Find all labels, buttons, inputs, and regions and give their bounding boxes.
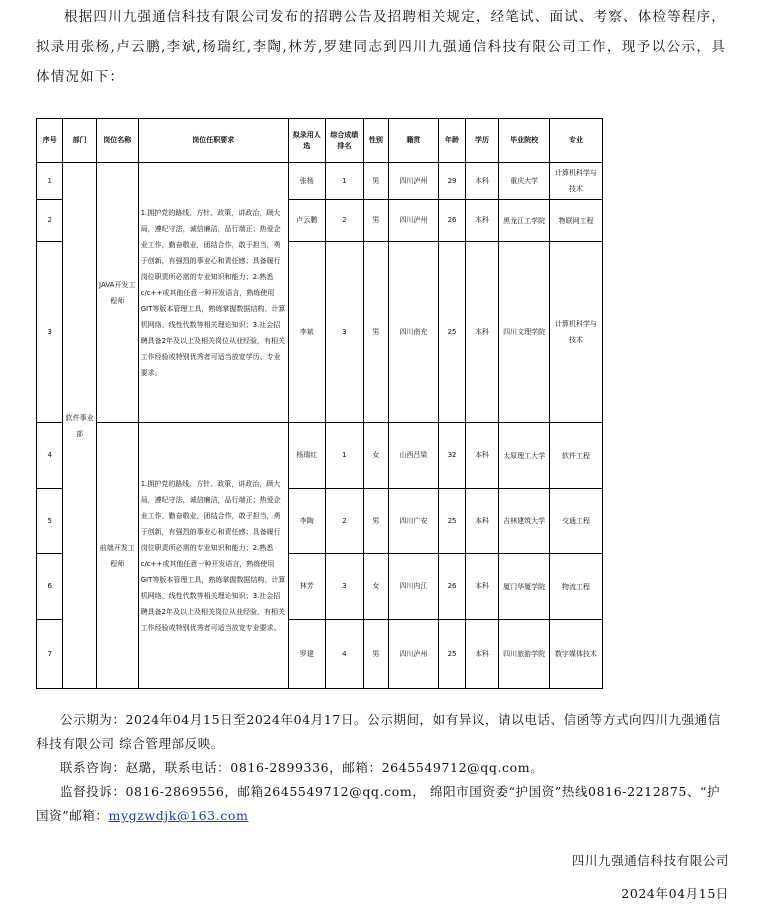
cell-education: 本科 (465, 423, 499, 489)
cell-origin: 四川泸州 (388, 200, 439, 242)
cell-age: 32 (439, 423, 465, 489)
cell-gender: 男 (364, 620, 388, 689)
cell-duties-frontend: 1.拥护党的路线、方针、政策，讲政治，顾大局，遵纪守法，诚信廉洁，品行端正；热爱企业工作，勤奋敬业，团结合作，敢于担当，勇于创新，有强烈的事业心和责任感；具备履行岗位职责所必需的专业知识和能力；2.熟悉c/c++或其他任意一种开发语言，熟练使用GIT等版本管理工具，熟练掌握数据结构、计算机网络、线性代数等相关理论知识；3.社会招聘具备2年及以上及相关岗位从业经验，有相关工作经验或特别优秀者可适当放宽专业要求。 (138, 423, 288, 689)
cell-education: 本科 (465, 554, 499, 620)
cell-rank: 2 (325, 489, 364, 554)
header-dept: 部门 (63, 119, 97, 163)
cell-school: 吉林建筑大学 (499, 489, 550, 554)
cell-position-frontend: 前端开发工程师 (96, 423, 138, 689)
header-duties: 岗位任职要求 (138, 119, 288, 163)
complaint-email-link[interactable]: mygzwdjk@163.com (108, 808, 249, 823)
cell-seq: 7 (37, 620, 63, 689)
cell-school: 太原理工大学 (499, 423, 550, 489)
cell-duties-java: 1.拥护党的路线、方针、政策，讲政治，顾大局，遵纪守法，诚信廉洁，品行端正；热爱企业工作，勤奋敬业，团结合作，敢于担当，勇于创新，有强烈的事业心和责任感；具备履行岗位职责所必需的专业知识和能力；2.熟悉c/c++或其他任意一种开发语言，熟练使用GIT等版本管理工具，熟练掌握数据结构、计算机网络、线性代数等相关理论知识；3.社会招聘具备2年及以上及相关岗位从业经验，有相关工作经验或特别优秀者可适当放宽学历、专业要求。 (138, 163, 288, 423)
hiring-table (36, 118, 603, 689)
cell-name: 林芳 (288, 554, 325, 620)
cell-age: 26 (439, 554, 465, 620)
cell-position-java: JAVA开发工程师 (96, 163, 138, 423)
cell-name: 罗建 (288, 620, 325, 689)
cell-gender: 女 (364, 423, 388, 489)
cell-seq: 6 (37, 554, 63, 620)
cell-origin: 山西吕梁 (388, 423, 439, 489)
table-header-row (37, 119, 603, 163)
cell-age: 29 (439, 163, 465, 200)
cell-rank: 4 (325, 620, 364, 689)
cell-education: 本科 (465, 620, 499, 689)
cell-major: 软件工程 (550, 423, 603, 489)
cell-name: 李斌 (288, 242, 325, 423)
cell-name: 杨瑞红 (288, 423, 325, 489)
header-seq: 序号 (37, 119, 63, 163)
cell-school: 重庆大学 (499, 163, 550, 200)
notice-date: 2024年04月15日 (621, 886, 729, 901)
header-major: 专业 (550, 119, 603, 163)
cell-name: 李陶 (288, 489, 325, 554)
cell-rank: 1 (325, 423, 364, 489)
cell-seq: 4 (37, 423, 63, 489)
company-signature: 四川九强通信科技有限公司 (571, 853, 729, 868)
table-row (37, 163, 603, 200)
cell-school: 四川旅游学院 (499, 620, 550, 689)
cell-rank: 3 (325, 554, 364, 620)
intro-text: 根据四川九强通信科技有限公司发布的招聘公告及招聘相关规定，经笔试、面试、考察、体检等程序，拟录用张杨,卢云鹏,李斌,杨瑞红,李陶,林芳,罗建同志到四川九强通信科技有限公司工作，现予以公示，具体情况如下： (36, 9, 726, 85)
header-school: 毕业院校 (499, 119, 550, 163)
cell-seq: 1 (37, 163, 63, 200)
footer-notes (36, 708, 726, 828)
cell-major: 物联网工程 (550, 200, 603, 242)
notice-period (36, 708, 726, 756)
header-age: 年龄 (439, 119, 465, 163)
cell-major: 计算机科学与技术 (550, 242, 603, 423)
cell-gender: 女 (364, 554, 388, 620)
header-origin: 籍贯 (388, 119, 439, 163)
cell-name: 张杨 (288, 163, 325, 200)
cell-gender: 男 (364, 163, 388, 200)
notice-period-text: 公示期为：2024年04月15日至2024年04月17日。公示期间，如有异议，请以电话、信函等方式向四川九强通信科技有限公司 综合管理部反映。 (36, 712, 721, 751)
cell-seq: 5 (37, 489, 63, 554)
header-name: 拟录用人选 (288, 119, 325, 163)
cell-major: 计算机科学与技术 (550, 163, 603, 200)
cell-school: 黑龙江工学院 (499, 200, 550, 242)
table-row (37, 423, 603, 489)
cell-gender: 男 (364, 242, 388, 423)
cell-origin: 四川泸州 (388, 163, 439, 200)
cell-age: 26 (439, 200, 465, 242)
header-rank: 综合成绩排名 (325, 119, 364, 163)
cell-seq: 2 (37, 200, 63, 242)
header-gender: 性别 (364, 119, 388, 163)
cell-rank: 3 (325, 242, 364, 423)
cell-school: 四川文理学院 (499, 242, 550, 423)
cell-education: 本科 (465, 163, 499, 200)
cell-age: 25 (439, 489, 465, 554)
cell-age: 25 (439, 620, 465, 689)
cell-rank: 1 (325, 163, 364, 200)
complaint-line (36, 780, 726, 828)
cell-gender: 男 (364, 200, 388, 242)
cell-rank: 2 (325, 200, 364, 242)
contact-text: 联系咨询：赵璐，联系电话：0816-2899336，邮箱：2645549712@qq.com。 (60, 760, 544, 775)
intro-paragraph (36, 2, 726, 92)
cell-major: 数字媒体技术 (550, 620, 603, 689)
cell-major: 物流工程 (550, 554, 603, 620)
cell-education: 本科 (465, 489, 499, 554)
cell-gender: 男 (364, 489, 388, 554)
cell-origin: 四川泸州 (388, 620, 439, 689)
cell-department: 软件事业部 (63, 163, 97, 689)
cell-seq: 3 (37, 242, 63, 423)
header-education: 学历 (465, 119, 499, 163)
cell-education: 本科 (465, 200, 499, 242)
cell-age: 25 (439, 242, 465, 423)
cell-name: 卢云鹏 (288, 200, 325, 242)
complaint-text: 监督投诉：0816-2869556，邮箱2645549712@qq.com， 绵阳市国资委“护国资”热线0816-2212875、“护国资”邮箱： (36, 784, 721, 823)
cell-origin: 四川内江 (388, 554, 439, 620)
cell-school: 厦门华厦学院 (499, 554, 550, 620)
header-position: 岗位名称 (96, 119, 138, 163)
contact-line (36, 756, 726, 780)
cell-education: 本科 (465, 242, 499, 423)
cell-origin: 四川广安 (388, 489, 439, 554)
cell-origin: 四川南充 (388, 242, 439, 423)
cell-major: 交通工程 (550, 489, 603, 554)
